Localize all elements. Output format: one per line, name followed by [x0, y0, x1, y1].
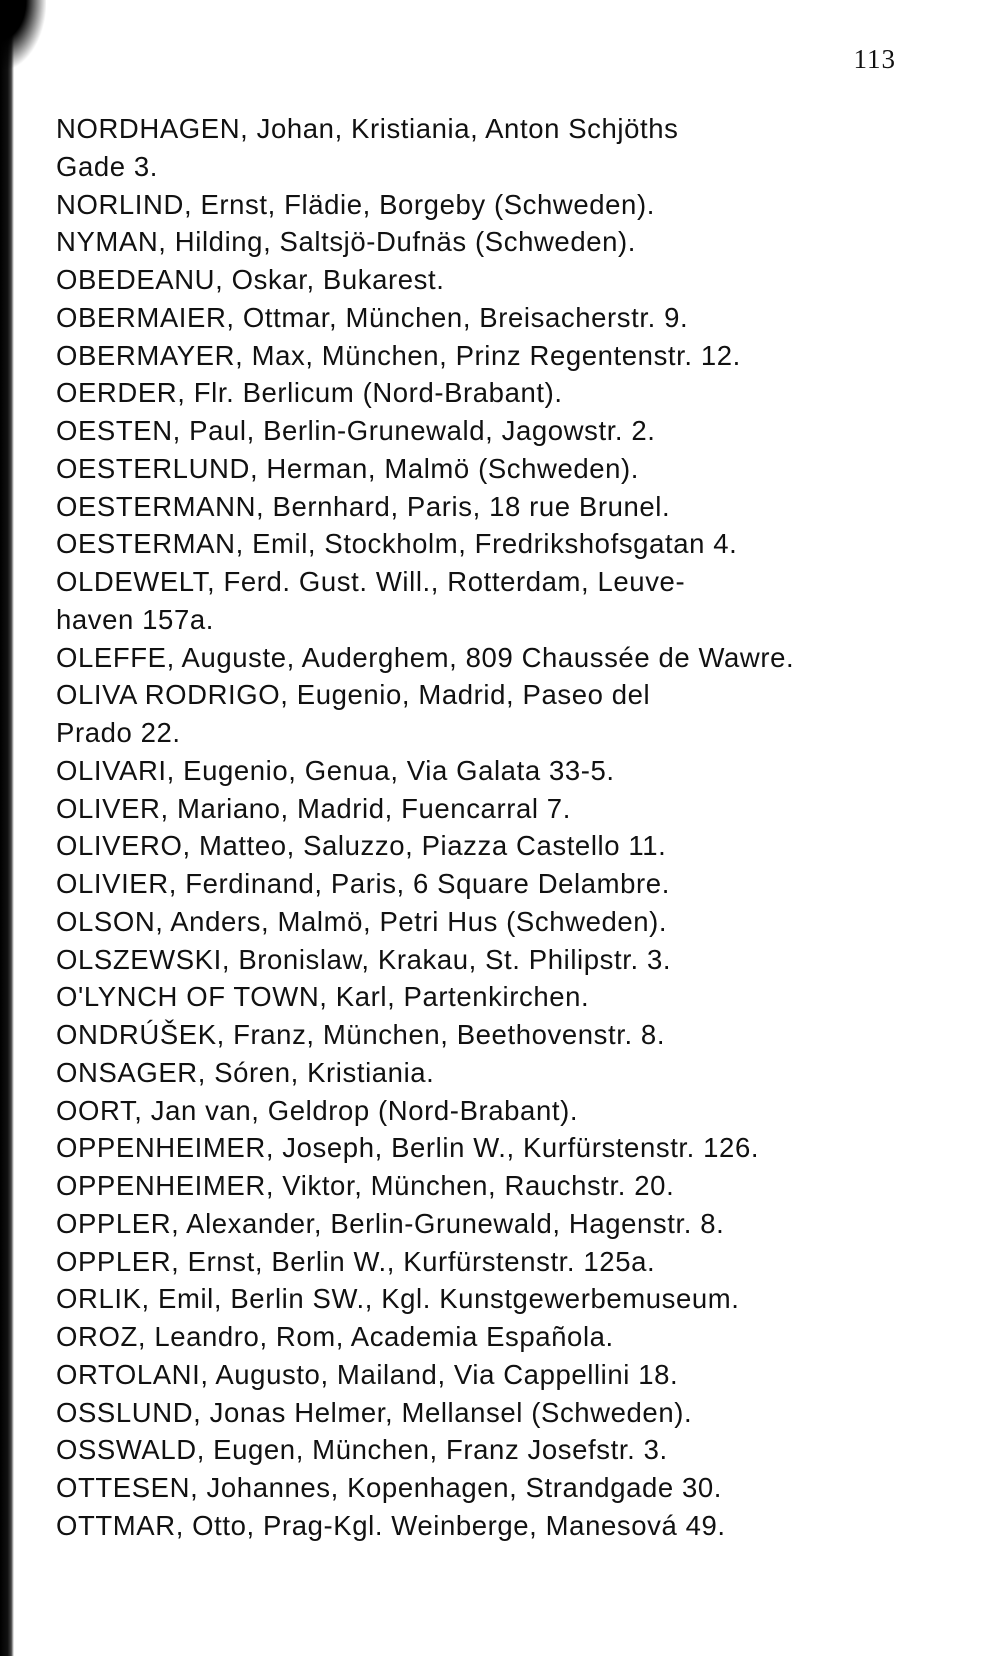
entry-text: NYMAN, Hilding, Saltsjö-Dufnäs (Schweden). [56, 226, 636, 258]
entry-text: OPPENHEIMER, Joseph, Berlin W., Kurfürstenstr. 126. [56, 1132, 760, 1164]
entry-text: OPPENHEIMER, Viktor, München, Rauchstr. 20. [56, 1170, 675, 1201]
directory-entry [56, 525, 936, 563]
directory-entry [56, 1205, 936, 1243]
directory-entry [56, 563, 936, 639]
entry-text: OESTEN, Paul, Berlin-Grunewald, Jagowstr. 2. [56, 415, 656, 446]
directory-entry [56, 1092, 936, 1130]
directory-entry [56, 1507, 936, 1545]
entry-text: OPPLER, Ernst, Berlin W., Kurfürstenstr. 125a. [56, 1245, 656, 1277]
directory-entry [56, 1394, 936, 1432]
directory-entry [56, 110, 936, 186]
entry-text: OLSZEWSKI, Bronislaw, Krakau, St. Philipstr. 3. [56, 943, 672, 975]
entry-text: OLIVARI, Eugenio, Genua, Via Galata 33-5. [56, 754, 615, 786]
directory-entry [56, 450, 936, 488]
entry-text: OLIVA RODRIGO, Eugenio, Madrid, Paseo del [56, 679, 651, 711]
directory-entry [56, 1054, 936, 1092]
directory-entry [56, 1129, 936, 1167]
directory-entry [56, 827, 936, 865]
directory-entry [56, 223, 936, 261]
entry-text: ONDRÚŠEK, Franz, München, Beethovenstr. 8. [56, 1019, 666, 1050]
directory-entry [56, 790, 936, 828]
entry-text: ORLIK, Emil, Berlin SW., Kgl. Kunstgewerbemuseum. [56, 1283, 740, 1315]
binding-edge [0, 0, 14, 1656]
directory-entry [56, 639, 936, 677]
directory-entry [56, 299, 936, 337]
directory-entry [56, 186, 936, 224]
address-directory-list [56, 110, 936, 1545]
directory-entry [56, 1356, 936, 1394]
entry-text: OPPLER, Alexander, Berlin-Grunewald, Hagenstr. 8. [56, 1207, 725, 1239]
directory-entry [56, 1243, 936, 1281]
entry-text: OSSWALD, Eugen, München, Franz Josefstr. 3. [56, 1434, 668, 1466]
entry-text: O'LYNCH OF TOWN, Karl, Partenkirchen. [56, 981, 590, 1013]
entry-text: OLIVER, Mariano, Madrid, Fuencarral 7. [56, 792, 571, 824]
entry-continuation: haven 157a. [56, 603, 214, 635]
entry-text: OESTERLUND, Herman, Malmö (Schweden). [56, 452, 640, 484]
entry-text: ORTOLANI, Augusto, Mailand, Via Cappellini 18. [56, 1358, 679, 1390]
directory-entry [56, 1318, 936, 1356]
entry-text: OERDER, Flr. Berlicum (Nord-Brabant). [56, 377, 563, 409]
entry-text: OLEFFE, Auguste, Auderghem, 809 Chaussée de Wawre. [56, 641, 795, 673]
directory-entry [56, 1469, 936, 1507]
directory-entry [56, 337, 936, 375]
entry-text: OLDEWELT, Ferd. Gust. Will., Rotterdam, Leuve- [56, 566, 686, 597]
directory-entry [56, 1431, 936, 1469]
directory-entry [56, 412, 936, 450]
entry-text: NORLIND, Ernst, Flädie, Borgeby (Schweden). [56, 188, 655, 220]
directory-entry [56, 1167, 936, 1205]
entry-text: OBEDEANU, Oskar, Bukarest. [56, 264, 445, 295]
page-number: 113 [853, 44, 896, 74]
directory-entry [56, 676, 936, 752]
entry-text: OBERMAYER, Max, München, Prinz Regentenstr. 12. [56, 339, 741, 371]
entry-text: ONSAGER, Sóren, Kristiania. [56, 1056, 435, 1088]
directory-entry [56, 488, 936, 526]
entry-text: OORT, Jan van, Geldrop (Nord-Brabant). [56, 1094, 579, 1126]
entry-text: OESTERMANN, Bernhard, Paris, 18 rue Brunel. [56, 490, 671, 522]
entry-text: OTTESEN, Johannes, Kopenhagen, Strandgade 30. [56, 1472, 723, 1503]
directory-entry [56, 865, 936, 903]
binding-shadow [0, 0, 46, 70]
directory-entry [56, 978, 936, 1016]
directory-entry [56, 1280, 936, 1318]
entry-text: OSSLUND, Jonas Helmer, Mellansel (Schweden). [56, 1396, 693, 1428]
directory-entry [56, 1016, 936, 1054]
entry-text: NORDHAGEN, Johan, Kristiania, Anton Schjöths [56, 113, 679, 144]
directory-entry [56, 752, 936, 790]
entry-text: OBERMAIER, Ottmar, München, Breisacherstr. 9. [56, 301, 689, 333]
directory-entry [56, 903, 936, 941]
directory-entry [56, 374, 936, 412]
directory-entry [56, 261, 936, 299]
entry-continuation: Gade 3. [56, 150, 159, 182]
directory-entry [56, 941, 936, 979]
entry-text: OTTMAR, Otto, Prag-Kgl. Weinberge, Manesová 49. [56, 1509, 726, 1541]
entry-continuation: Prado 22. [56, 717, 181, 748]
entry-text: OLIVIER, Ferdinand, Paris, 6 Square Delambre. [56, 868, 670, 899]
entry-text: OESTERMAN, Emil, Stockholm, Fredrikshofsgatan 4. [56, 528, 738, 560]
entry-text: OLIVERO, Matteo, Saluzzo, Piazza Castello 11. [56, 830, 667, 862]
entry-text: OROZ, Leandro, Rom, Academia Española. [56, 1321, 614, 1352]
entry-text: OLSON, Anders, Malmö, Petri Hus (Schweden). [56, 905, 668, 937]
